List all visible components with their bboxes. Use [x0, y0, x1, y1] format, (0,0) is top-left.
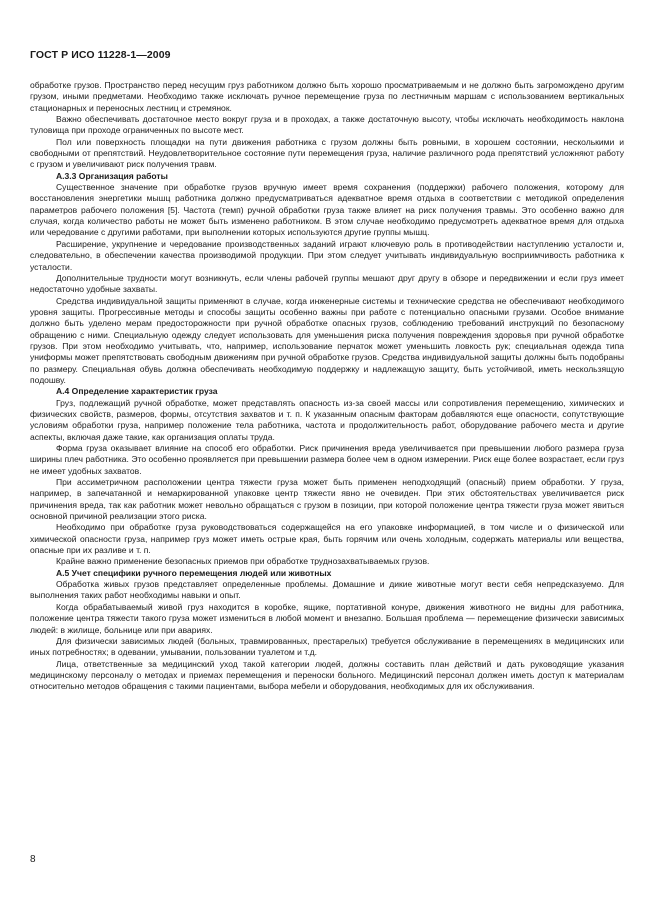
- document-body: [30, 80, 624, 693]
- section-heading-a5: А.5 Учет специфики ручного перемещения людей или животных: [56, 567, 332, 578]
- paragraph: Когда обрабатываемый живой груз находится в коробке, ящике, портативной конуре, движения животного не видны для работника, положение центра тяжести такого груза может измениться в любой момент и внезапно. Большая проблема — перемещение физически зависимых людей: в жилище, больнице или при авариях.: [30, 601, 624, 635]
- paragraph: Груз, подлежащий ручной обработке, может представлять опасность из-за своей массы или сопротивления перемещению, химических и физических свойств, размеров, формы, отсутствия захватов и т. п. К указанным опасным факторам добавляются еще опасности, сопутствующие условиям обработки груза, например положение тела работника, частота и продолжительность работ, оборудование рабочего места и другие аспекты, включая даже такие, как организация оплаты труда.: [30, 397, 624, 442]
- paragraph: Форма груза оказывает влияние на способ его обработки. Риск причинения вреда увеличивается при превышении любого размера груза ширины плеч работника. Это особенно проявляется при превышении размера более чем в одном измерении. Риск еще более возрастает, если груз не имеет удобных захватов.: [30, 443, 624, 476]
- paragraph: Расширение, укрупнение и чередование производственных заданий играют ключевую роль в противодействии наступлению усталости и, следовательно, в обеспечении качества производимой продукции. При этом следует учитывать индивидуальную восприимчивость работника к усталости.: [30, 238, 624, 272]
- document-header: ГОСТ Р ИСО 11228-1—2009: [30, 49, 171, 61]
- paragraph: Дополнительные трудности могут возникнуть, если члены рабочей группы мешают друг другу в обзоре и передвижении и если груз имеет недостаточно удобные захваты.: [30, 272, 624, 295]
- section-heading-a33: А.3.3 Организация работы: [56, 170, 168, 181]
- paragraph: Существенное значение при обработке грузов вручную имеет время сохранения (поддержки) рабочего положения, которому для восстановления энергетики мышц работника должно предусматриваться адекватное время отдыха в соответствии с методикой определения параметров рабочего положения [5]. Частота (темп) ручной обработки груза также влияет на риск получения травмы. Это особенно важно для случая, когда количество работы не может быть изменено работником. В этом случае необходимо предусмотреть адекватное время для отдыха или чередование с другими работами, при выполнении которых используются другие группы мышц.: [30, 182, 624, 238]
- paragraph: Средства индивидуальной защиты применяют в случае, когда инженерные системы и технические средства не обеспечивают необходимого уровня защиты. Прогрессивные методы и способы защиты особенно важны при работе с потенциально опасными грузами. Особое внимание должно быть уделено мерам предосторожности при ручной обработке опасных грузов, соблюдению требований инструкций по безопасному обращению с ними. Специальную одежду следует использовать для уменьшения риска получения повреждения здоровья при ручной обработке грузов. При этом необходимо учитывать, что, например, использование перчаток может уменьшить ловкость рук; специальная одежда типа униформы может препятствовать свободным движениям при ручной обработке грузов. Средства индивидуальной защиты должны быть подобраны по размеру. Специальная обувь должна обеспечивать необходимую поддержку и надлежащую защиту, быть устойчивой, иметь нескользящую подошву.: [30, 295, 624, 385]
- paragraph: Важно обеспечивать достаточное место вокруг груза и в проходах, а также достаточную высоту, чтобы исключать необходимость наклона туловища при проходе ограниченных по высоте мест.: [30, 114, 624, 136]
- paragraph: При ассиметричном расположении центра тяжести груза может быть применен неподходящий (опасный) прием обработки. У груза, например, в запечатанной и немаркированной упаковке центр тяжести явно не очевиден. При этих обстоятельствах увеличивается риск причинения вреда, так как работник может невольно обращаться с грузом в позиции, при которой положение центра тяжести груза может явиться основной причиной реализации этого риска.: [30, 477, 624, 522]
- paragraph: обработке грузов. Пространство перед несущим груз работником должно быть хорошо просматриваемым и не должно быть загромождено другим грузом, иными предметами. Необходимо также исключать ручное перемещение груза по лестничным маршам с использованием вертикальных стационарных и переносных лестниц и стремянок.: [30, 80, 624, 113]
- paragraph: Пол или поверхность площадки на пути движения работника с грузом должны быть ровными, в хорошем состоянии, несколькими и свободными от препятствий. Неудовлетворительное состояние пути перемещения груза, наличие различного рода препятствий усложняют работу с грузом и увеличивают риск получения травм.: [30, 136, 624, 170]
- paragraph: Необходимо при обработке груза руководствоваться содержащейся на его упаковке информацией, в том числе и о физической или химической опасности груза, например груз может иметь острые края, быть горячим или очень холодным, содержать материалы или вещества, опасные при их разливе и т. п.: [30, 522, 624, 556]
- paragraph: Лица, ответственные за медицинский уход такой категории людей, должны составить план действий и дать руководящие указания медицинскому персоналу о методах и приемах перемещения и переноски больного. Медицинский персонал должен иметь доступ к материалам относительно методов обращения с такими пациентами, выбора мебели и оборудования, необходимых для их обслуживания.: [30, 658, 624, 692]
- paragraph: Крайне важно применение безопасных приемов при обработке труднозахватываемых грузов.: [56, 556, 430, 567]
- page-number: 8: [30, 854, 36, 865]
- paragraph: Для физически зависимых людей (больных, травмированных, престарелых) требуется обслуживание в перемещениях в медицинских или иных потребностях; в одевании, умывании, пользовании туалетом и т.д.: [30, 635, 624, 658]
- paragraph: Обработка живых грузов представляет определенные проблемы. Домашние и дикие животные могут вести себя непредсказуемо. Для выполнения таких работ необходимы навыки и опыт.: [30, 579, 624, 601]
- section-heading-a4: А.4 Определение характеристик груза: [56, 386, 218, 397]
